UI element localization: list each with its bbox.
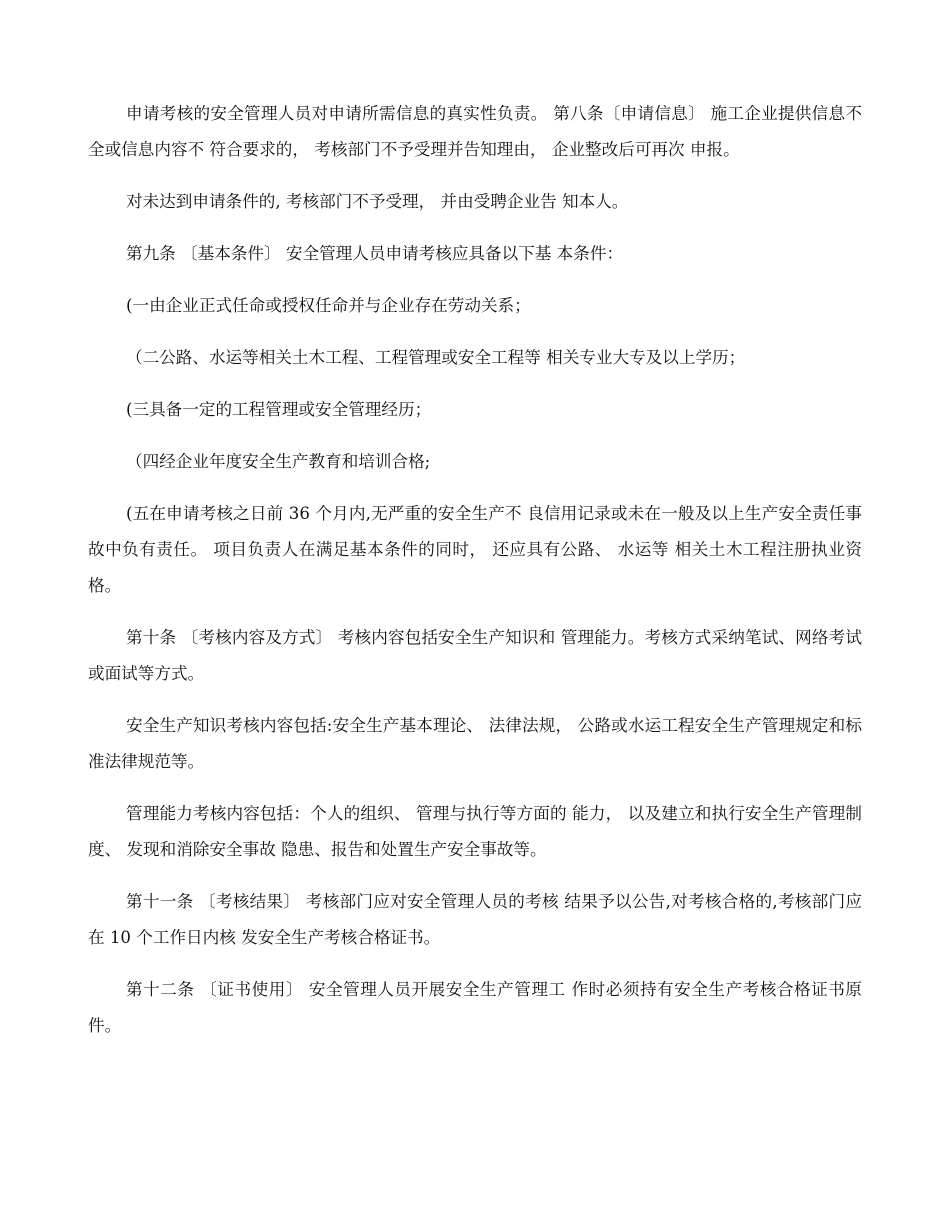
paragraph-condition-5: (五在申请考核之日前 36 个月内,无严重的安全生产不 良信用记录或未在一般及以上生产安全责任事故中负有责任。 项目负责人在满足基本条件的同时， 还应具有公路、 水运等 相关土木工程注册执业资格。 xyxy=(88,504,862,595)
paragraph-article-9-basic-conditions: 第九条 〔基本条件〕 安全管理人员申请考核应具备以下基 本条件： xyxy=(126,244,624,263)
paragraph-unqualified-notice: 对未达到申请条件的, 考核部门不予受理， 并由受聘企业告 知本人。 xyxy=(126,192,629,211)
paragraph-condition-2: （二公路、水运等相关土木工程、工程管理或安全工程等 相关专业大专及以上学历； xyxy=(126,348,746,367)
paragraph-knowledge-content: 安全生产知识考核内容包括:安全生产基本理论、 法律法规， 公路或水运工程安全生产管理规定和标准法律规范等。 xyxy=(88,716,862,771)
document-page xyxy=(88,96,862,1060)
paragraph-condition-1: (一由企业正式任命或授权任命并与企业存在劳动关系； xyxy=(126,296,531,315)
paragraph-article-11-results: 第十一条 〔考核结果〕 考核部门应对安全管理人员的考核 结果予以公告,对考核合格的,考核部门应在 10 个工作日内核 发安全生产考核合格证书。 xyxy=(88,892,862,947)
paragraph-application-info: 申请考核的安全管理人员对申请所需信息的真实性负责。 第八条〔申请信息〕 施工企业提供信息不全或信息内容不 符合要求的， 考核部门不予受理并告知理由， 企业整改后可再次 申报。 xyxy=(88,104,862,159)
paragraph-condition-4: （四经企业年度安全生产教育和培训合格; xyxy=(126,452,431,471)
paragraph-management-ability: 管理能力考核内容包括：个人的组织、 管理与执行等方面的 能力， 以及建立和执行安全生产管理制度、 发现和消除安全事故 隐患、报告和处置生产安全事故等。 xyxy=(88,804,862,859)
paragraph-article-10-content-method: 第十条 〔考核内容及方式〕 考核内容包括安全生产知识和 管理能力。考核方式采纳笔试、网络考试或面试等方式。 xyxy=(88,628,862,683)
paragraph-article-12-certificate: 第十二条 〔证书使用〕 安全管理人员开展安全生产管理工 作时必须持有安全生产考核合格证书原件。 xyxy=(88,980,862,1035)
paragraph-condition-3: (三具备一定的工程管理或安全管理经历； xyxy=(126,400,432,419)
